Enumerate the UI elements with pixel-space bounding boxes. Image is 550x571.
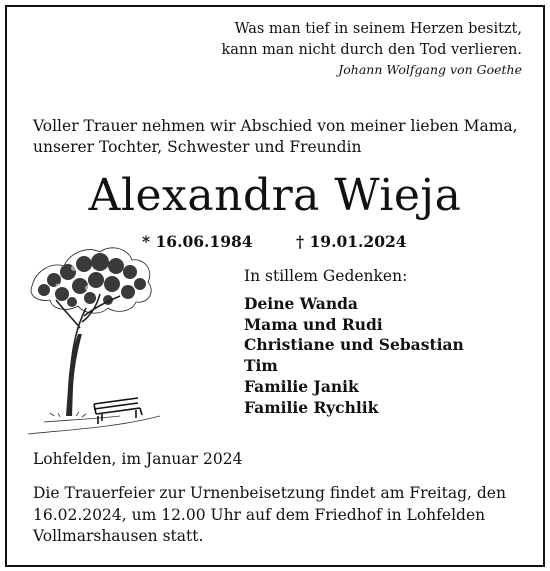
mourner-name: Familie Janik <box>244 376 359 396</box>
mourners-list <box>244 294 464 418</box>
quote-line: kann man nicht durch den Tod verlieren. <box>221 42 522 58</box>
ceremony-line: Die Trauerfeier zur Urnenbeisetzung findet am Freitag, den <box>33 484 506 502</box>
intro-line: unserer Tochter, Schwester und Freundin <box>33 138 362 156</box>
ceremony-info <box>33 483 506 548</box>
birth-date: * 16.06.1984 <box>142 232 253 251</box>
mourner-name: Christiane und Sebastian <box>244 335 464 355</box>
quote-block <box>221 19 522 78</box>
ceremony-line: Vollmarshausen statt. <box>33 527 204 545</box>
quote-author: Johann Wolfgang von Goethe <box>338 62 522 77</box>
mourner-name: Mama und Rudi <box>244 314 383 334</box>
death-date: † 19.01.2024 <box>296 232 407 251</box>
ceremony-line: 16.02.2024, um 12.00 Uhr auf dem Friedhof in Lohfelden <box>33 505 486 524</box>
intro-line: Voller Trauer nehmen wir Abschied von meiner lieben Mama, <box>33 117 518 135</box>
deceased-name: Alexandra Wieja <box>88 170 462 221</box>
mourner-name: Familie Rychlik <box>244 397 379 417</box>
place-and-date: Lohfelden, im Januar 2024 <box>33 450 243 468</box>
mourner-name: Deine Wanda <box>244 294 358 313</box>
mourners-heading: In stillem Gedenken: <box>244 267 408 285</box>
tree-and-bench-illustration <box>24 238 164 443</box>
quote-line: Was man tief in seinem Herzen besitzt, <box>234 21 522 37</box>
mourner-name: Tim <box>244 356 278 376</box>
intro-text <box>33 116 533 158</box>
